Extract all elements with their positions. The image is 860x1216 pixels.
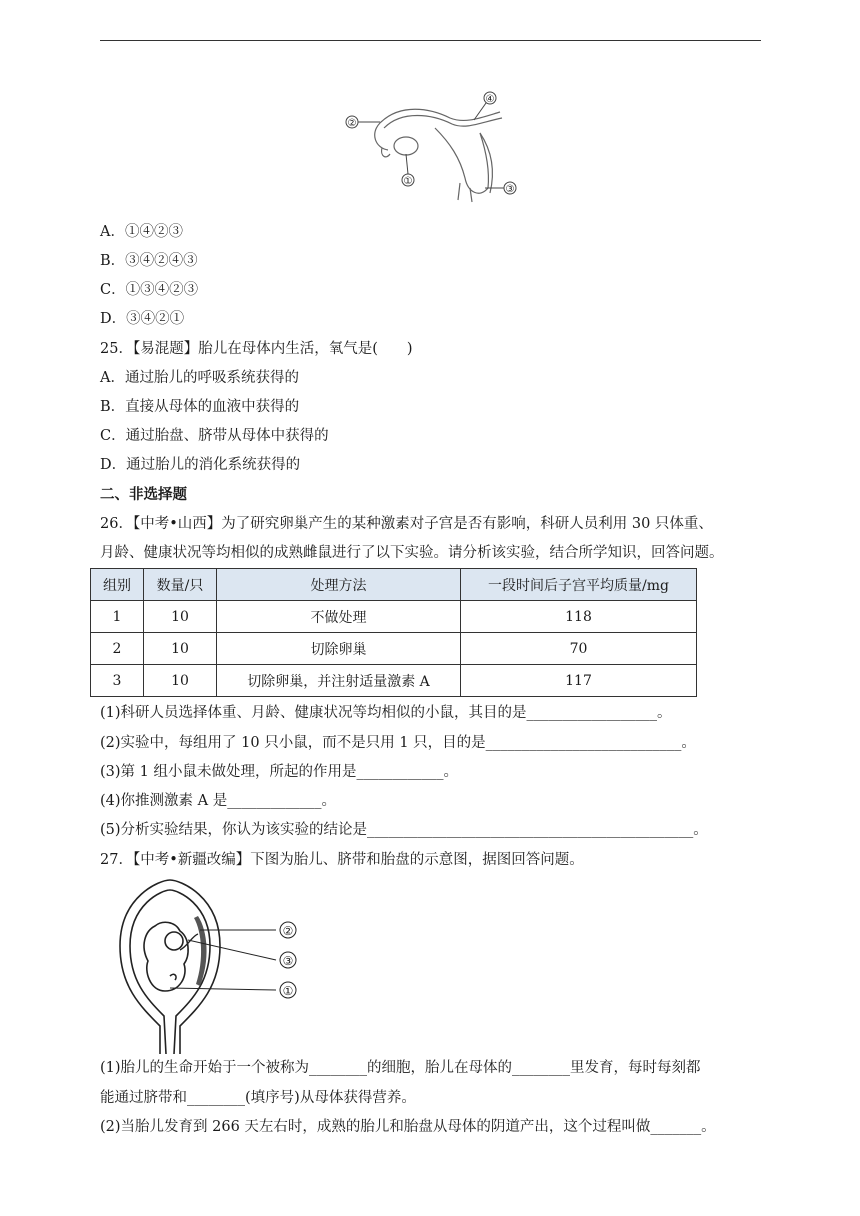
table-header: 组别 xyxy=(91,569,144,601)
q26-subq-5: (5)分析实验结果，你认为该实验的结论是_____________________________________________。 xyxy=(100,822,708,838)
q24-option-b: B．③④②④③ xyxy=(100,253,198,269)
table-cell: 10 xyxy=(144,633,217,665)
q26-subq-2: (2)实验中，每组用了 10 只小鼠，而不是只用 1 只，目的是___________________________。 xyxy=(100,735,696,751)
table-row xyxy=(91,601,697,633)
fig1-label-4: ④ xyxy=(485,94,495,105)
table-cell: 切除卵巢 xyxy=(217,633,461,665)
q26-subq-3: (3)第 1 组小鼠未做处理，所起的作用是____________。 xyxy=(100,764,458,780)
q27-stem: 27．【中考•新疆改编】下图为胎儿、脐带和胎盘的示意图，据图回答问题。 xyxy=(100,852,584,868)
q27-subq-2: (2)当胎儿发育到 266 天左右时，成熟的胎儿和胎盘从母体的阴道产出，这个过程叫做_______。 xyxy=(100,1119,716,1135)
q26-subq-1: (1)科研人员选择体重、月龄、健康状况等均相似的小鼠，其目的是__________________。 xyxy=(100,705,672,721)
table-cell: 118 xyxy=(461,601,697,633)
table-row xyxy=(91,665,697,697)
q25-option-a: A．通过胎儿的呼吸系统获得的 xyxy=(100,370,299,386)
header-rule xyxy=(100,40,761,41)
table-cell: 不做处理 xyxy=(217,601,461,633)
table-cell: 1 xyxy=(91,601,144,633)
fig1-label-3: ③ xyxy=(505,184,515,195)
table-header: 处理方法 xyxy=(217,569,461,601)
fig1-label-2: ② xyxy=(347,118,357,129)
q26-stem-line2: 月龄、健康状况等均相似的成熟雌鼠进行了以下实验。请分析该实验，结合所学知识，回答问题。 xyxy=(100,545,724,561)
table-cell: 117 xyxy=(461,665,697,697)
table-cell: 10 xyxy=(144,665,217,697)
fig2-label-2: ② xyxy=(282,924,294,938)
q24-option-c: C．①③④②③ xyxy=(100,282,199,298)
section-title: 二、非选择题 xyxy=(100,486,187,503)
q26-stem-line1: 26．【中考•山西】为了研究卵巢产生的某种激素对子宫是否有影响，科研人员利用 30 只体重、 xyxy=(100,516,713,532)
q26-subq-4: (4)你推测激素 A 是_____________。 xyxy=(100,793,336,809)
q25-option-c: C．通过胎盘、脐带从母体中获得的 xyxy=(100,428,329,444)
q25-option-d: D．通过胎儿的消化系统获得的 xyxy=(100,457,301,473)
q27-subq-1-line1: (1)胎儿的生命开始于一个被称为________的细胞，胎儿在母体的________里发育，每时每刻都 xyxy=(100,1060,701,1076)
table-header-row xyxy=(91,569,697,601)
fetus-figure xyxy=(100,876,300,1056)
fig2-label-1: ① xyxy=(282,984,294,998)
q27-subq-1-line2: 能通过脐带和________(填序号)从母体获得营养。 xyxy=(100,1090,416,1106)
table-cell: 切除卵巢，并注射适量激素 A xyxy=(217,665,461,697)
fig2-label-3: ③ xyxy=(282,954,294,968)
q24-option-d: D．③④②① xyxy=(100,311,185,327)
experiment-table xyxy=(90,568,697,697)
q25-option-b: B．直接从母体的血液中获得的 xyxy=(100,399,300,415)
table-row xyxy=(91,633,697,665)
table-cell: 10 xyxy=(144,601,217,633)
table-header: 一段时间后子宫平均质量/mg xyxy=(461,569,697,601)
fig1-label-1: ① xyxy=(403,176,413,187)
q25-stem: 25．【易混题】胎儿在母体内生活，氧气是( ) xyxy=(100,341,413,357)
table-cell: 70 xyxy=(461,633,697,665)
reproductive-system-figure xyxy=(340,88,520,206)
table-cell: 2 xyxy=(91,633,144,665)
q24-option-a: A．①④②③ xyxy=(100,224,183,240)
table-cell: 3 xyxy=(91,665,144,697)
table-header: 数量/只 xyxy=(144,569,217,601)
